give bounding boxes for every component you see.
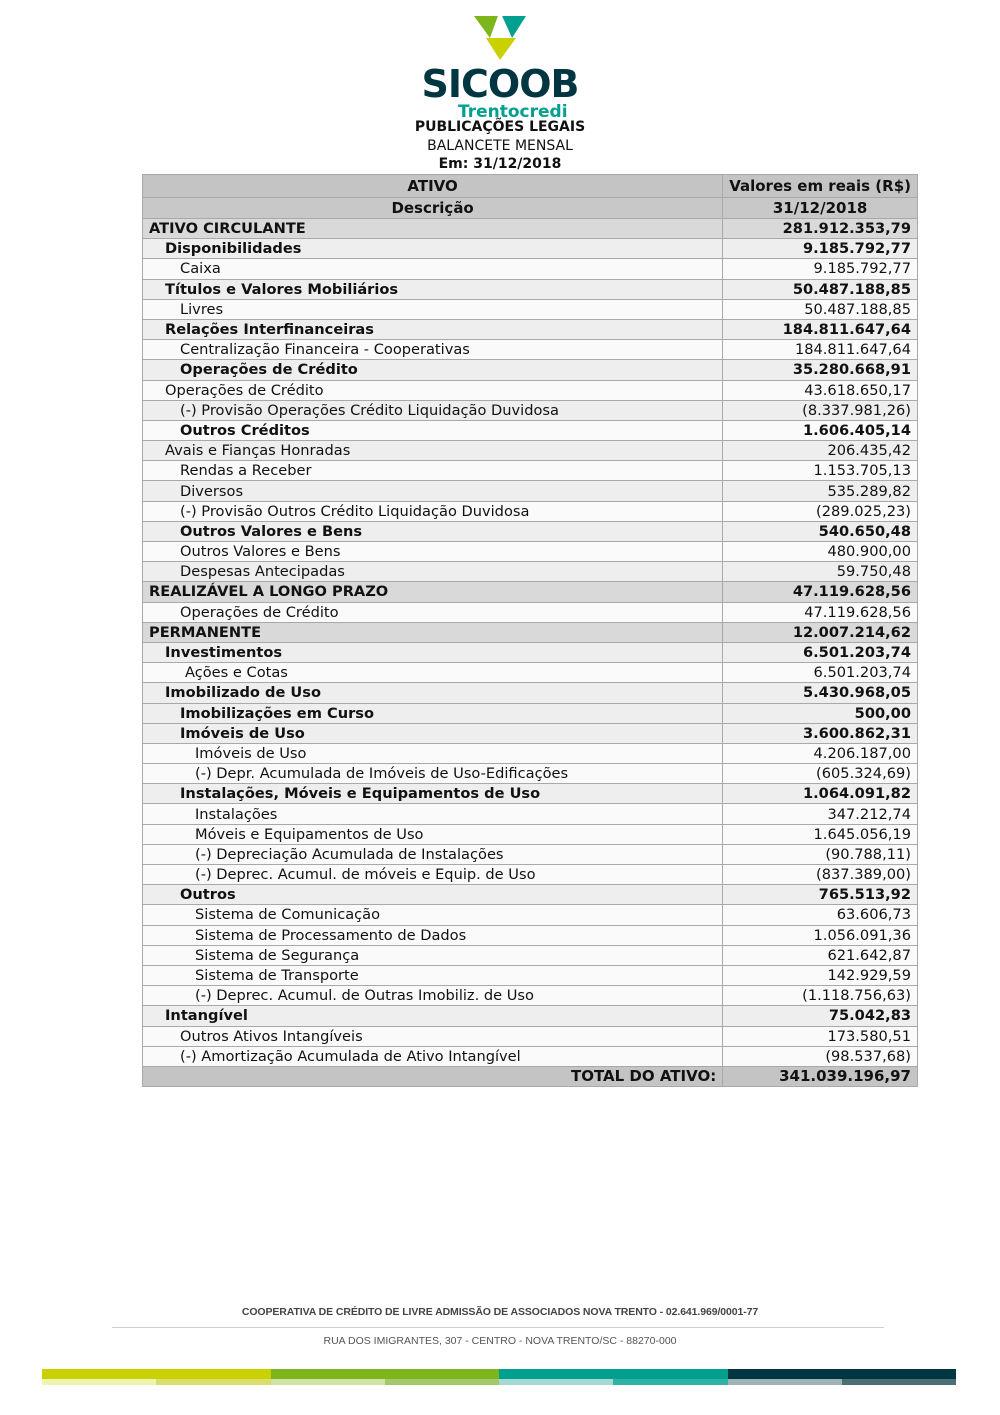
table-row [143, 380, 918, 400]
row-label: Sistema de Processamento de Dados [143, 925, 723, 945]
row-value: (90.788,11) [723, 844, 918, 864]
row-label: Intangível [143, 1006, 723, 1026]
row-label: Imobilizações em Curso [143, 703, 723, 723]
row-label: Sistema de Comunicação [143, 905, 723, 925]
row-value: (289.025,23) [723, 501, 918, 521]
row-label: Títulos e Valores Mobiliários [143, 279, 723, 299]
row-label: Imobilizado de Uso [143, 683, 723, 703]
page-title: PUBLICAÇÕES LEGAIS [414, 119, 586, 135]
row-value: (98.537,68) [723, 1046, 918, 1066]
row-value: 50.487.188,85 [723, 299, 918, 319]
total-value: 341.039.196,97 [723, 1066, 918, 1086]
row-value: 621.642,87 [723, 945, 918, 965]
table-row [143, 400, 918, 420]
row-label: Despesas Antecipadas [143, 562, 723, 582]
row-value: 173.580,51 [723, 1026, 918, 1046]
row-value: 540.650,48 [723, 521, 918, 541]
table-row [143, 703, 918, 723]
row-value: 6.501.203,74 [723, 663, 918, 683]
row-value: 47.119.628,56 [723, 582, 918, 602]
row-label: Operações de Crédito [143, 360, 723, 380]
table-row [143, 441, 918, 461]
row-value: 4.206.187,00 [723, 743, 918, 763]
row-label: Livres [143, 299, 723, 319]
table-header-row [143, 175, 918, 198]
row-value: 47.119.628,56 [723, 602, 918, 622]
row-label: Rendas a Receber [143, 461, 723, 481]
row-label: Caixa [143, 259, 723, 279]
table-row [143, 461, 918, 481]
footer-divider [112, 1327, 884, 1328]
row-value: 184.811.647,64 [723, 319, 918, 339]
row-value: 3.600.862,31 [723, 723, 918, 743]
table-row [143, 602, 918, 622]
row-value: (1.118.756,63) [723, 986, 918, 1006]
row-value: 35.280.668,91 [723, 360, 918, 380]
table-row [143, 542, 918, 562]
row-label: Outros [143, 885, 723, 905]
row-value: (8.337.981,26) [723, 400, 918, 420]
row-value: 12.007.214,62 [723, 622, 918, 642]
table-row [143, 622, 918, 642]
row-label: Ações e Cotas [143, 663, 723, 683]
table-row [143, 723, 918, 743]
row-value: 59.750,48 [723, 562, 918, 582]
table-row [143, 259, 918, 279]
header-ativo: ATIVO [143, 175, 723, 198]
row-label: ATIVO CIRCULANTE [143, 219, 723, 239]
row-label: (-) Depreciação Acumulada de Instalações [143, 844, 723, 864]
table-row [143, 642, 918, 662]
balance-table [142, 174, 918, 1087]
row-value: 6.501.203,74 [723, 642, 918, 662]
row-label: Outros Créditos [143, 420, 723, 440]
footer-address: RUA DOS IMIGRANTES, 307 - CENTRO - NOVA TRENTO/SC - 88270-000 [323, 1335, 677, 1347]
row-label: Sistema de Transporte [143, 965, 723, 985]
footer-company: COOPERATIVA DE CRÉDITO DE LIVRE ADMISSÃO DE ASSOCIADOS NOVA TRENTO - 02.641.969/0001-77 [241, 1306, 759, 1318]
row-label: REALIZÁVEL A LONGO PRAZO [143, 582, 723, 602]
table-row [143, 925, 918, 945]
table-row [143, 582, 918, 602]
total-row [143, 1066, 918, 1086]
table-row [143, 279, 918, 299]
row-value: 142.929,59 [723, 965, 918, 985]
row-label: PERMANENTE [143, 622, 723, 642]
row-value: 1.064.091,82 [723, 784, 918, 804]
row-label: (-) Deprec. Acumul. de Outras Imobiliz. de Uso [143, 986, 723, 1006]
total-label: TOTAL DO ATIVO: [143, 1066, 723, 1086]
row-label: Disponibilidades [143, 239, 723, 259]
table-row [143, 239, 918, 259]
row-label: Móveis e Equipamentos de Uso [143, 824, 723, 844]
table-row [143, 945, 918, 965]
header-values: Valores em reais (R$) [723, 175, 918, 198]
table-row [143, 804, 918, 824]
table-row [143, 743, 918, 763]
brand-color-bar [42, 1369, 956, 1385]
row-label: Outros Ativos Intangíveis [143, 1026, 723, 1046]
row-label: Outros Valores e Bens [143, 521, 723, 541]
table-row [143, 319, 918, 339]
row-label: Avais e Fianças Honradas [143, 441, 723, 461]
row-label: (-) Deprec. Acumul. de móveis e Equip. de Uso [143, 865, 723, 885]
row-value: 184.811.647,64 [723, 340, 918, 360]
row-label: Imóveis de Uso [143, 743, 723, 763]
row-label: Investimentos [143, 642, 723, 662]
table-row [143, 885, 918, 905]
row-value: (837.389,00) [723, 865, 918, 885]
row-value: 347.212,74 [723, 804, 918, 824]
table-row [143, 562, 918, 582]
table-row [143, 1006, 918, 1026]
row-value: 1.645.056,19 [723, 824, 918, 844]
row-value: 500,00 [723, 703, 918, 723]
row-label: (-) Provisão Outros Crédito Liquidação Duvidosa [143, 501, 723, 521]
document-titles [0, 118, 1000, 174]
row-label: Operações de Crédito [143, 380, 723, 400]
row-label: Relações Interfinanceiras [143, 319, 723, 339]
row-value: 1.056.091,36 [723, 925, 918, 945]
row-value: 9.185.792,77 [723, 259, 918, 279]
table-row [143, 1046, 918, 1066]
row-label: Instalações [143, 804, 723, 824]
row-value: 5.430.968,05 [723, 683, 918, 703]
row-value: 43.618.650,17 [723, 380, 918, 400]
date-line: Em: 31/12/2018 [438, 156, 562, 172]
column-description: Descrição [143, 198, 723, 219]
row-value: 206.435,42 [723, 441, 918, 461]
row-value: 1.153.705,13 [723, 461, 918, 481]
table-row [143, 764, 918, 784]
table-row [143, 784, 918, 804]
table-row [143, 865, 918, 885]
page-subtitle: BALANCETE MENSAL [427, 137, 573, 154]
table-row [143, 299, 918, 319]
row-label: (-) Provisão Operações Crédito Liquidação Duvidosa [143, 400, 723, 420]
row-label: Diversos [143, 481, 723, 501]
row-label: (-) Amortização Acumulada de Ativo Intangível [143, 1046, 723, 1066]
table-row [143, 219, 918, 239]
row-value: 63.606,73 [723, 905, 918, 925]
table-row [143, 501, 918, 521]
table-row [143, 360, 918, 380]
row-label: Centralização Financeira - Cooperativas [143, 340, 723, 360]
row-value: 9.185.792,77 [723, 239, 918, 259]
row-label: Operações de Crédito [143, 602, 723, 622]
row-value: 1.606.405,14 [723, 420, 918, 440]
table-row [143, 1026, 918, 1046]
row-label: Instalações, Móveis e Equipamentos de Uso [143, 784, 723, 804]
sicoob-triangle-icon [472, 14, 528, 60]
table-row [143, 481, 918, 501]
table-row [143, 905, 918, 925]
row-label: Outros Valores e Bens [143, 542, 723, 562]
row-value: 480.900,00 [723, 542, 918, 562]
sicoob-logo [420, 14, 580, 122]
row-value: 75.042,83 [723, 1006, 918, 1026]
row-value: 281.912.353,79 [723, 219, 918, 239]
table-row [143, 521, 918, 541]
table-row [143, 663, 918, 683]
logo-brand: SICOOB [421, 62, 579, 106]
table-row [143, 420, 918, 440]
row-value: (605.324,69) [723, 764, 918, 784]
table-row [143, 965, 918, 985]
table-row [143, 340, 918, 360]
row-label: Imóveis de Uso [143, 723, 723, 743]
table-row [143, 683, 918, 703]
column-date: 31/12/2018 [723, 198, 918, 219]
table-row [143, 986, 918, 1006]
column-header-row [143, 198, 918, 219]
row-label: Sistema de Segurança [143, 945, 723, 965]
row-value: 765.513,92 [723, 885, 918, 905]
row-value: 50.487.188,85 [723, 279, 918, 299]
table-row [143, 844, 918, 864]
logo-subtitle: Trentocredi [458, 102, 568, 122]
table-row [143, 824, 918, 844]
row-label: (-) Depr. Acumulada de Imóveis de Uso-Edificações [143, 764, 723, 784]
row-value: 535.289,82 [723, 481, 918, 501]
